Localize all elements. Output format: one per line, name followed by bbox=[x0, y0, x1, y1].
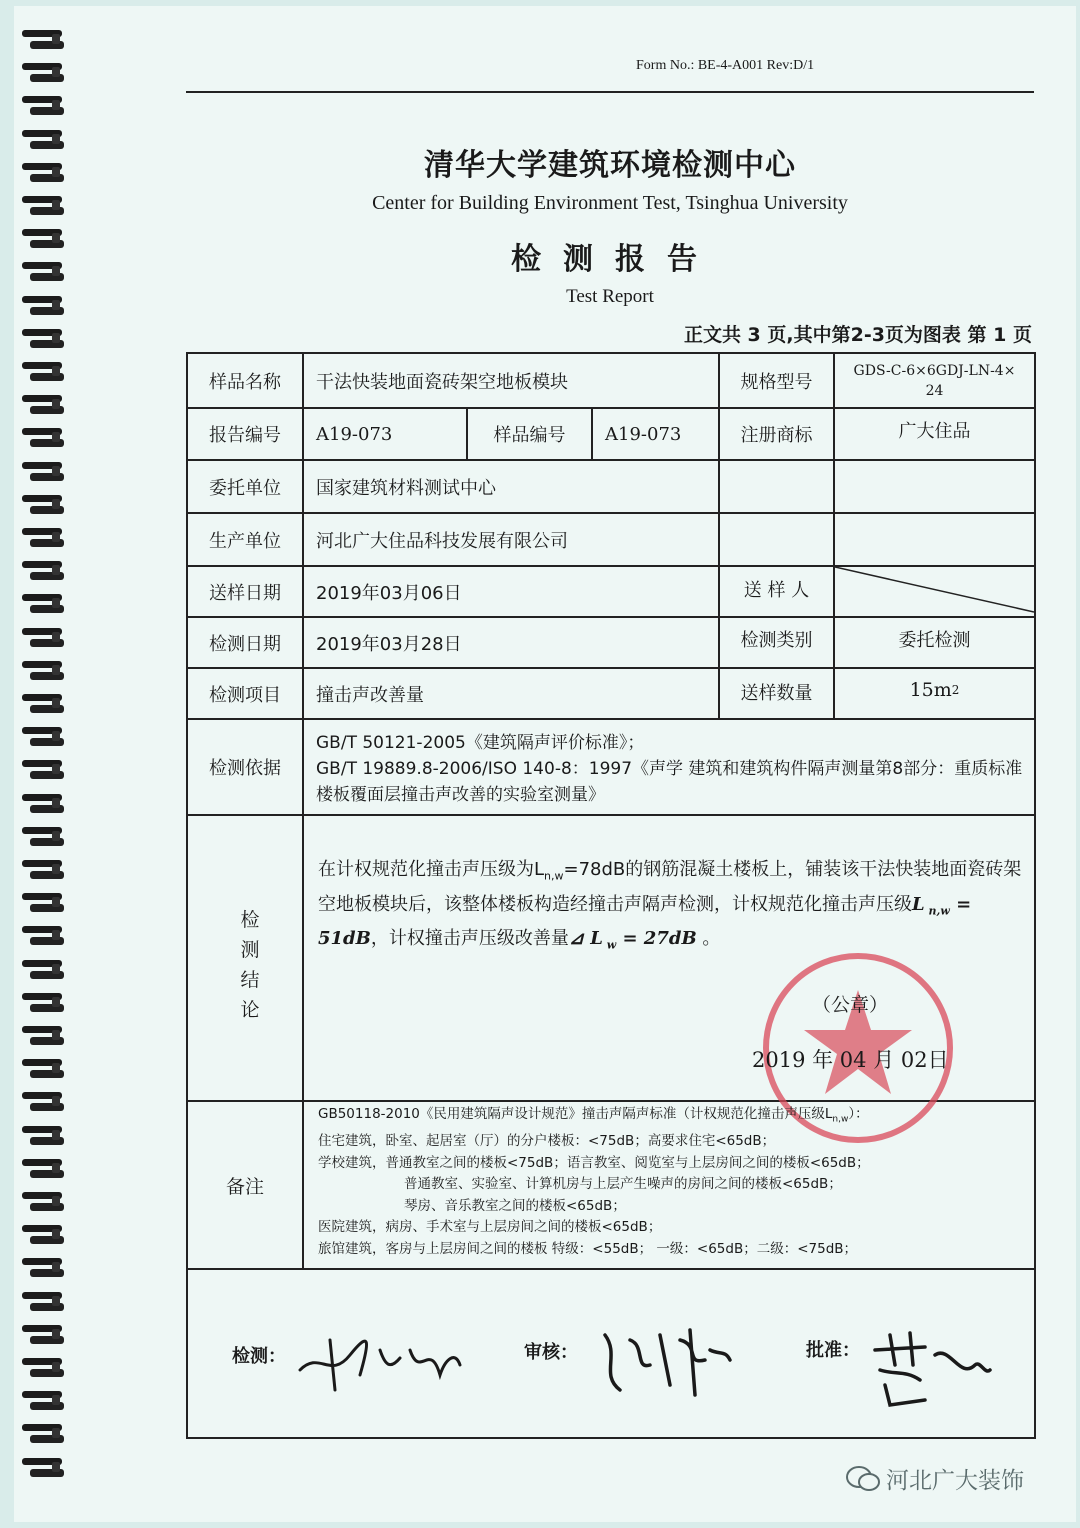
label-test-basis: 检测依据 bbox=[209, 758, 281, 779]
label-sample-no: 样品编号 bbox=[493, 425, 566, 446]
binding-ring bbox=[22, 1157, 72, 1181]
conclusion-lnw-sub: n,w bbox=[924, 904, 950, 918]
binding-ring bbox=[22, 692, 72, 716]
binding-ring bbox=[22, 991, 72, 1015]
approver-signature bbox=[865, 1325, 995, 1415]
binding-ring bbox=[22, 758, 72, 782]
issue-date: 2019 年 04 月 02日 bbox=[752, 1048, 949, 1072]
value-sample-qty bbox=[835, 669, 1034, 711]
label-reviewer: 审核： bbox=[524, 1342, 578, 1363]
remarks-line-5: 琴房、音乐教室之间的楼板<65dB； bbox=[404, 1197, 626, 1214]
conclusion-dlw-symbol: ⊿ L bbox=[568, 928, 603, 950]
basis-line-2: GB/T 19889.8-2006/ISO 140-8：1997《声学 建筑和建筑构件隔声测量第8部分：重质标准楼板覆面层撞击声改善的实验室测量》 bbox=[316, 759, 1023, 805]
deliverer-empty-slash bbox=[835, 567, 1034, 616]
value-report-no: A19-073 bbox=[316, 423, 393, 445]
conclusion-part-4: ，计权撞击声压级改善量 bbox=[370, 928, 569, 950]
binding-ring bbox=[22, 1124, 72, 1148]
conclusion-dlw-sub: w bbox=[602, 938, 617, 952]
value-delivery-date: 2019年03月06日 bbox=[316, 582, 462, 604]
conclusion-dlw bbox=[568, 928, 697, 952]
org-title-cn: 清华大学建筑环境检测中心 bbox=[424, 148, 796, 183]
row-divider bbox=[186, 1268, 1036, 1270]
binding-ring bbox=[22, 592, 72, 616]
conclusion-sub-1: n,w bbox=[544, 869, 564, 883]
label-deliverer: 送 样 人 bbox=[743, 579, 810, 601]
binding-ring bbox=[22, 1190, 72, 1214]
binding-ring bbox=[22, 559, 72, 583]
sample-qty-number: 15m bbox=[909, 679, 952, 701]
binding-ring bbox=[22, 426, 72, 450]
label-test-type: 检测类别 bbox=[740, 630, 813, 651]
wechat-icon bbox=[846, 1465, 880, 1493]
binding-ring bbox=[22, 1090, 72, 1114]
binding-ring bbox=[22, 360, 72, 384]
value-trademark: 广大住品 bbox=[898, 421, 971, 442]
remarks-line-6: 医院建筑，病房、手术室与上层房间之间的楼板<65dB； bbox=[318, 1219, 662, 1236]
binding-ring bbox=[22, 1057, 72, 1081]
remarks-text bbox=[318, 1104, 1030, 1260]
value-manufacturer: 河北广大住品科技发展有限公司 bbox=[316, 530, 568, 552]
remarks-line-2: 住宅建筑，卧室、起居室（厅）的分户楼板：<75dB；高要求住宅<65dB； bbox=[318, 1133, 776, 1150]
report-title-cn: 检测报告 bbox=[511, 242, 719, 277]
binding-ring bbox=[22, 28, 72, 52]
label-trademark: 注册商标 bbox=[740, 425, 813, 446]
conclusion-text bbox=[318, 856, 1022, 960]
conclusion-lnw-value: = 51dB bbox=[318, 893, 972, 950]
binding-ring bbox=[22, 858, 72, 882]
label-test-date: 检测日期 bbox=[209, 633, 281, 655]
watermark-text: 河北广大装饰 bbox=[886, 1468, 1024, 1494]
binding-ring bbox=[22, 94, 72, 118]
sample-qty-exponent: 2 bbox=[951, 683, 960, 697]
binding-ring bbox=[22, 924, 72, 948]
report-title-en: Test Report bbox=[566, 286, 654, 307]
header-rule bbox=[186, 91, 1034, 93]
binding-ring bbox=[22, 659, 72, 683]
org-title-en: Center for Building Environment Test, Tsinghua University bbox=[372, 192, 848, 214]
remarks-tail: ）： bbox=[848, 1106, 869, 1122]
reviewer-signature bbox=[590, 1315, 740, 1405]
binding-ring bbox=[22, 1389, 72, 1413]
spec-model-line-1: GDS-C-6×6GDJ-LN-4× bbox=[853, 362, 1016, 379]
value-client: 国家建筑材料测试中心 bbox=[316, 477, 496, 499]
binding-ring bbox=[22, 1323, 72, 1347]
binding-ring bbox=[22, 393, 72, 417]
label-report-no: 报告编号 bbox=[209, 425, 281, 446]
remarks-line-1 bbox=[318, 1104, 1030, 1131]
conclusion-part-2: =78dB的钢筋混凝土楼板上，铺装该干法快装地面瓷砖架空地板模块后，该整体楼板构造经撞击声隔声检测，计权规范化撞击声压级 bbox=[318, 859, 1022, 915]
binding-ring bbox=[22, 1422, 72, 1446]
remarks-sub: n,w bbox=[832, 1114, 849, 1125]
binding-ring bbox=[22, 493, 72, 517]
label-delivery-date: 送样日期 bbox=[209, 582, 281, 604]
binding-ring bbox=[22, 1290, 72, 1314]
binding-ring bbox=[22, 725, 72, 749]
binding-ring bbox=[22, 460, 72, 484]
value-test-type: 委托检测 bbox=[898, 630, 971, 651]
row-divider bbox=[186, 814, 1036, 816]
page-info: 正文共 3 页,其中第2-3页为图表 第 1 页 bbox=[683, 324, 1032, 346]
label-remarks: 备注 bbox=[225, 1175, 264, 1198]
label-client: 委托单位 bbox=[209, 477, 281, 499]
seal-caption: （公章） bbox=[812, 994, 889, 1016]
binding-ring bbox=[22, 61, 72, 85]
binding-ring bbox=[22, 792, 72, 816]
label-tester: 检测： bbox=[232, 1346, 286, 1367]
label-manufacturer: 生产单位 bbox=[209, 530, 281, 552]
value-spec-model bbox=[835, 354, 1034, 407]
binding-ring bbox=[22, 626, 72, 650]
label-sample-qty: 送样数量 bbox=[740, 683, 813, 704]
binding-ring bbox=[22, 1223, 72, 1247]
value-sample-name: 干法快装地面瓷砖架空地板模块 bbox=[316, 371, 568, 393]
binding-ring bbox=[22, 526, 72, 550]
label-test-item: 检测项目 bbox=[209, 684, 281, 706]
label-sample-name: 样品名称 bbox=[209, 371, 281, 393]
conclusion-dlw-value: = 27dB bbox=[616, 928, 697, 950]
remarks-line-7: 旅馆建筑，客房与上层房间之间的楼板 特级：<55dB； 一级：<65dB；二级：<75dB； bbox=[318, 1240, 858, 1257]
tester-signature bbox=[290, 1320, 470, 1400]
conclusion-lnw-symbol: L bbox=[912, 893, 925, 915]
remarks-line-3: 学校建筑，普通教室之间的楼板<75dB；语言教室、阅览室与上层房间之间的楼板<65dB； bbox=[318, 1154, 870, 1171]
remarks-line-4: 普通教室、实验室、计算机房与上层产生噪声的房间之间的楼板<65dB； bbox=[404, 1176, 842, 1193]
label-spec-model: 规格型号 bbox=[740, 371, 813, 393]
row-divider bbox=[186, 718, 1036, 720]
binding-ring bbox=[22, 327, 72, 351]
binding-ring bbox=[22, 1456, 72, 1480]
spec-model-line-2: 24 bbox=[925, 382, 944, 399]
conclusion-end: 。 bbox=[696, 928, 721, 950]
binding-ring bbox=[22, 1256, 72, 1280]
value-sample-no: A19-073 bbox=[605, 423, 682, 445]
basis-line-1: GB/T 50121-2005《建筑隔声评价标准》； bbox=[316, 733, 645, 753]
value-test-date: 2019年03月28日 bbox=[316, 633, 462, 655]
test-basis-text bbox=[316, 730, 1028, 808]
label-approver: 批准： bbox=[806, 1340, 860, 1361]
binding-ring bbox=[22, 1356, 72, 1380]
value-test-item: 撞击声改善量 bbox=[316, 684, 424, 706]
watermark bbox=[846, 1462, 1024, 1495]
binding-ring bbox=[22, 1024, 72, 1048]
remarks-standard: GB50118-2010《民用建筑隔声设计规范》撞击声隔声标准（计权规范化撞击声压级L bbox=[318, 1106, 833, 1122]
binding-ring bbox=[22, 891, 72, 915]
form-number: Form No.: BE-4-A001 Rev:D/1 bbox=[636, 58, 815, 73]
conclusion-part-1: 在计权规范化撞击声压级为L bbox=[318, 859, 545, 880]
binding-ring bbox=[22, 958, 72, 982]
label-conclusion: 检测结论 bbox=[240, 909, 260, 1021]
binding-ring bbox=[22, 825, 72, 849]
